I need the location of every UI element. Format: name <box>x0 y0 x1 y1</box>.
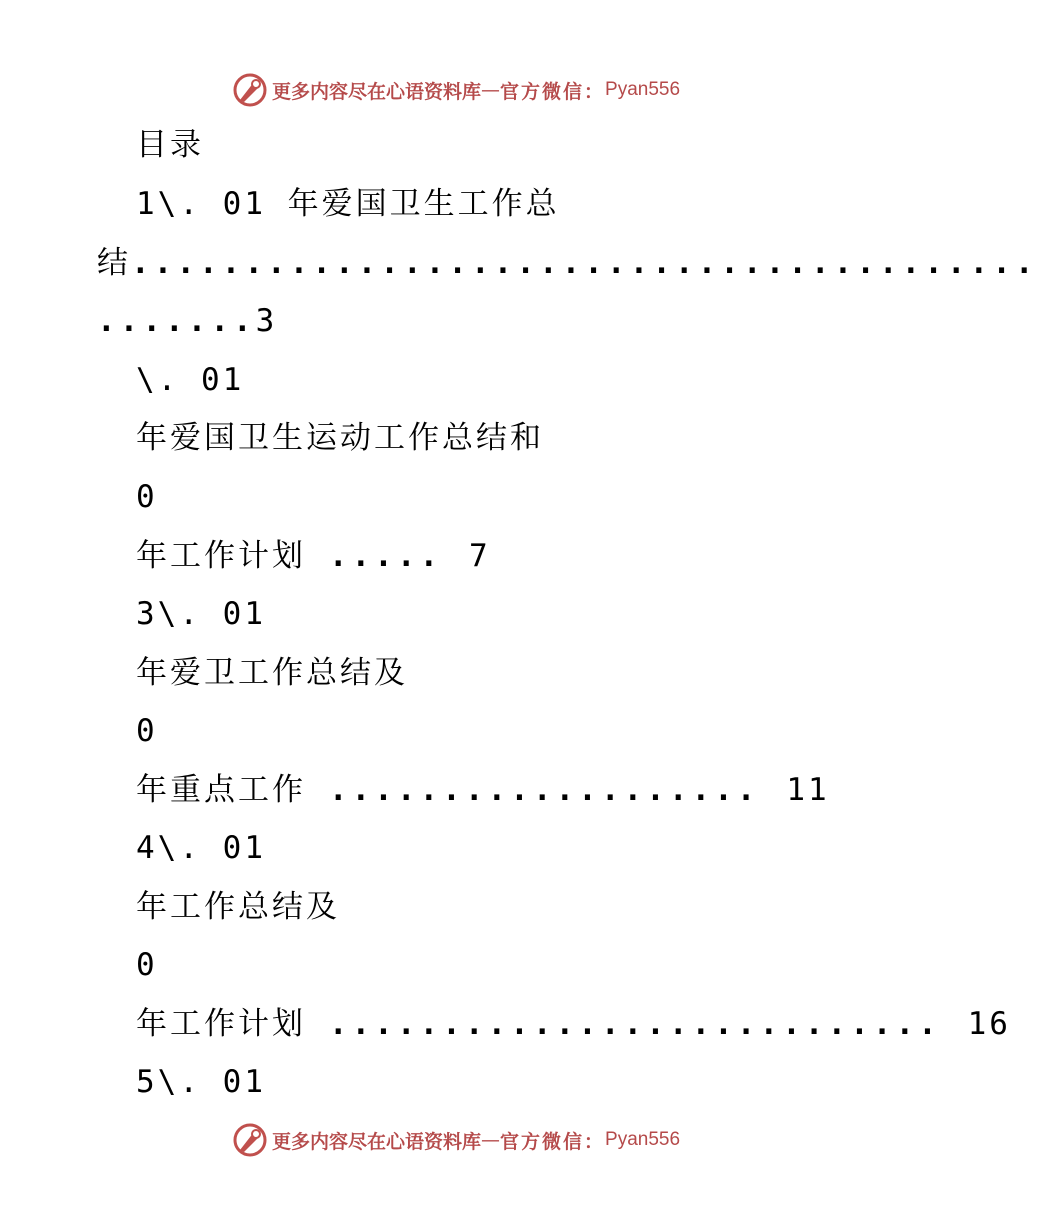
watermark-dash: — <box>481 79 501 101</box>
toc-page-number: 3 <box>255 303 278 339</box>
toc-line-16: 5\. 01 <box>136 1064 266 1100</box>
toc-title: 目录 <box>136 127 204 163</box>
watermark-banner-bottom <box>232 1120 680 1160</box>
toc-leader-dots: ................... <box>328 772 760 808</box>
toc-text: 年重点工作 <box>136 772 306 808</box>
toc-line-14: 0 <box>136 947 158 983</box>
toc-page-number: 16 <box>967 1006 1011 1042</box>
toc-line-9: 年爱卫工作总结及 <box>136 655 408 691</box>
toc-leader-dots: ..... <box>328 538 443 574</box>
toc-line-11 <box>136 770 830 810</box>
watermark-text: 更多内容尽在心语资料库 <box>272 80 482 103</box>
toc-line-1: 1\. 01 年爱国卫生工作总 <box>136 186 560 222</box>
pen-nib-logo-icon <box>232 72 268 108</box>
pen-nib-logo-icon <box>232 1122 268 1158</box>
toc-line-10: 0 <box>136 713 158 749</box>
toc-line-7 <box>136 536 491 576</box>
watermark-suffix: 官方微信： <box>500 80 606 103</box>
toc-line-12: 4\. 01 <box>136 830 266 866</box>
watermark-banner-top <box>232 70 680 110</box>
watermark-text: 更多内容尽在心语资料库 <box>272 1130 482 1153</box>
toc-text: 年工作计划 <box>136 538 306 574</box>
toc-leader-dots: ........................... <box>328 1006 941 1042</box>
toc-line-5: 年爱国卫生运动工作总结和 <box>136 420 544 456</box>
toc-line-13: 年工作总结及 <box>136 889 340 925</box>
toc-page-number: 7 <box>469 538 491 574</box>
watermark-dash: — <box>481 1129 501 1151</box>
toc-line-6: 0 <box>136 479 158 515</box>
toc-leader-dots: ........................................ <box>131 245 1038 281</box>
toc-page-number: 11 <box>786 772 830 808</box>
toc-line-4: \. 01 <box>136 362 245 398</box>
toc-text: 结 <box>97 245 131 281</box>
toc-line-3 <box>97 301 277 341</box>
watermark-suffix: 官方微信： <box>500 1130 606 1153</box>
watermark-id: Pyan556 <box>605 79 681 100</box>
toc-text: 年工作计划 <box>136 1006 306 1042</box>
toc-line-15 <box>136 1004 1011 1044</box>
toc-line-8: 3\. 01 <box>136 596 266 632</box>
toc-leader-dots: ....... <box>97 303 256 339</box>
watermark-id: Pyan556 <box>605 1129 681 1150</box>
toc-line-2 <box>97 243 1038 283</box>
